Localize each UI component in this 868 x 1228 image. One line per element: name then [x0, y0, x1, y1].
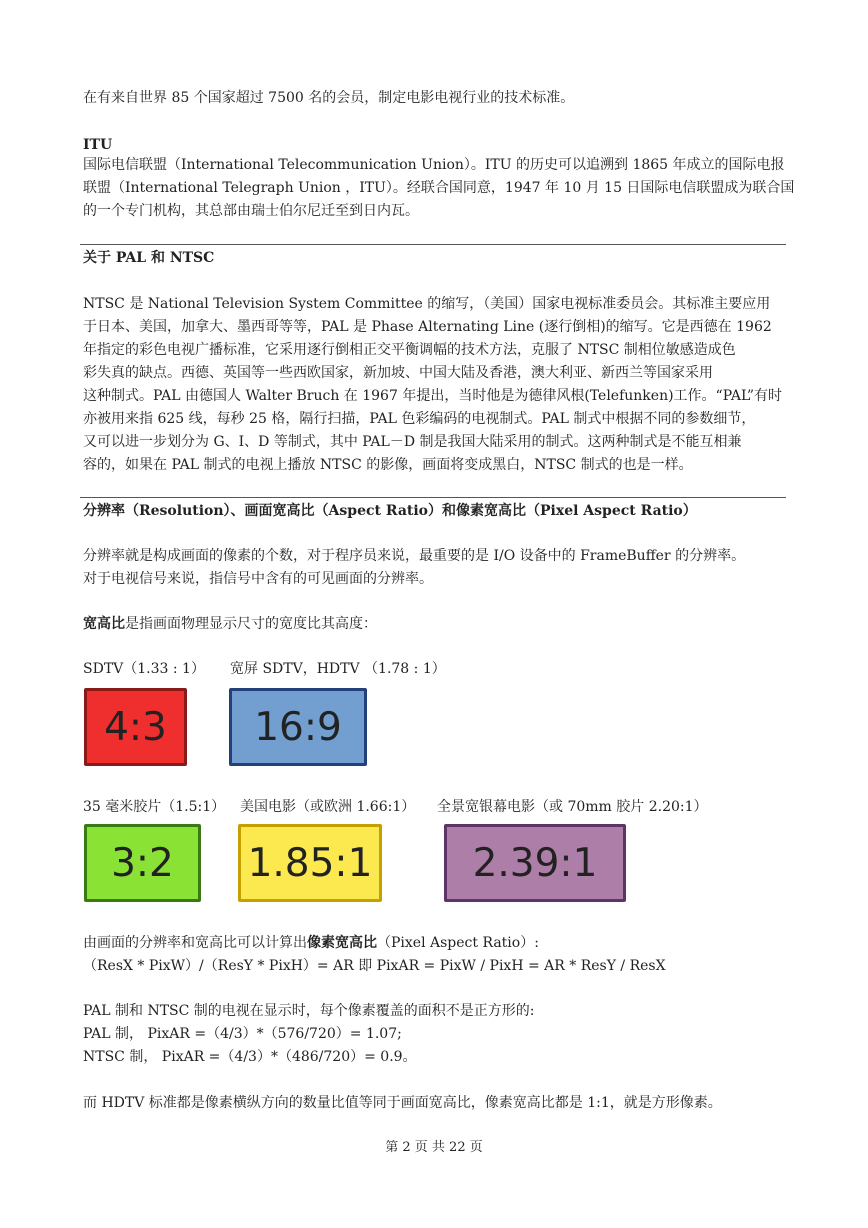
label-hdtv: 宽屏 SDTV，HDTV （1.78 : 1） — [230, 661, 446, 677]
itu-line: 国际电信联盟（International Telecommunication Union）。ITU 的历史可以追溯到 1865 年成立的国际电报 — [83, 157, 785, 173]
page-footer: 第 2 页 共 22 页 — [385, 1140, 483, 1155]
ratio-label: 3:2 — [111, 840, 174, 886]
hdtv-paragraph: 而 HDTV 标准都是像素横纵方向的数量比值等同于画面宽高比，像素宽高比都是 1:1，就是方形像素。 — [83, 1095, 722, 1111]
itu-line: 的一个专门机构，其总部由瑞士伯尔尼迁至到日内瓦。 — [83, 203, 419, 219]
pal-ntsc-line: 容的，如果在 PAL 制式的电视上播放 NTSC 的影像，画面将变成黑白，NTSC 制式的也是一样。 — [83, 457, 693, 473]
aspect-ratio-term: 宽高比 — [83, 616, 125, 632]
par-term: 像素宽高比 — [307, 935, 377, 951]
par-formula: （ResX * PixW）/（ResY * PixH）= AR 即 PixAR = PixW / PixH = AR * ResY / ResX — [83, 958, 666, 974]
pal-ntsc-line: 于日本、美国，加拿大、墨西哥等等，PAL 是 Phase Alternating Line (逐行倒相)的缩写。它是西德在 1962 — [83, 319, 772, 335]
ratio-box-1-85-1 — [238, 824, 382, 902]
pal-par-calc: PAL 制， PixAR =（4/3）*（576/720）= 1.07; — [83, 1026, 402, 1042]
label-us-film: 美国电影（或欧洲 1.66:1） — [240, 799, 416, 815]
aspect-ratio-text: 是指画面物理显示尺寸的宽度比其高度： — [125, 616, 377, 632]
intro-paragraph: 在有来自世界 85 个国家超过 7500 名的会员，制定电影电视行业的技术标准。 — [83, 90, 575, 106]
pal-ntsc-heading: 关于 PAL 和 NTSC — [83, 250, 215, 266]
ratio-box-4-3 — [84, 688, 187, 766]
resolution-line: 分辨率就是构成画面的像素的个数，对于程序员来说，最重要的是 I/O 设备中的 FrameBuffer 的分辨率。 — [83, 548, 746, 564]
pal-ntsc-line: 亦被用来指 625 线，每秒 25 格，隔行扫描，PAL 色彩编码的电视制式。PAL 制式中根据不同的参数细节， — [83, 411, 756, 427]
ratio-label: 1.85:1 — [247, 840, 373, 886]
ratio-box-3-2 — [84, 824, 201, 902]
pal-ntsc-line: 这种制式。PAL 由德国人 Walter Bruch 在 1967 年提出，当时他是为德律风根(Telefunken)工作。“PAL”有时 — [83, 388, 783, 404]
label-panorama: 全景宽银幕电影（或 70mm 胶片 2.20:1） — [437, 799, 708, 815]
section-divider — [80, 497, 786, 498]
ratio-box-2-39-1 — [444, 824, 626, 902]
aspect-ratio-definition — [83, 614, 377, 634]
pal-ntsc-line: NTSC 是 National Television System Committee 的缩写，（美国）国家电视标准委员会。其标准主要应用 — [83, 296, 771, 312]
pal-ntsc-line: 彩失真的缺点。西德、英国等一些西欧国家，新加坡、中国大陆及香港，澳大利亚、新西兰等国家采用 — [83, 365, 713, 381]
pal-ntsc-line: 年指定的彩色电视广播标准，它采用逐行倒相正交平衡调幅的技术方法，克服了 NTSC 制相位敏感造成色 — [83, 342, 736, 358]
itu-line: 联盟（International Telegraph Union ，ITU）。经联合国同意，1947 年 10 月 15 日国际电信联盟成为联合国 — [83, 180, 795, 196]
par-intro-pre: 由画面的分辨率和宽高比可以计算出 — [83, 935, 307, 951]
par-intro — [83, 933, 539, 953]
resolution-line: 对于电视信号来说，指信号中含有的可见画面的分辨率。 — [83, 571, 433, 587]
itu-heading: ITU — [83, 137, 113, 153]
section-divider — [80, 244, 786, 245]
ratio-box-16-9 — [229, 688, 367, 766]
pal-ntsc-line: 又可以进一步划分为 G、I、D 等制式，其中 PAL－D 制是我国大陆采用的制式。这两种制式是不能互相兼 — [83, 434, 742, 450]
ratio-label: 4:3 — [104, 704, 167, 750]
label-35mm: 35 毫米胶片（1.5:1） — [83, 799, 226, 815]
par-intro-post: （Pixel Aspect Ratio）: — [377, 935, 539, 951]
ntsc-par-calc: NTSC 制， PixAR =（4/3）*（486/720）= 0.9。 — [83, 1049, 417, 1065]
pal-ntsc-par-intro: PAL 制和 NTSC 制的电视在显示时，每个像素覆盖的面积不是正方形的: — [83, 1003, 535, 1019]
label-sdtv: SDTV（1.33 : 1） — [83, 661, 205, 677]
ratio-label: 2.39:1 — [472, 840, 598, 886]
ratio-label: 16:9 — [254, 704, 342, 750]
resolution-heading: 分辨率（Resolution）、画面宽高比（Aspect Ratio）和像素宽高比（Pixel Aspect Ratio） — [83, 503, 697, 519]
